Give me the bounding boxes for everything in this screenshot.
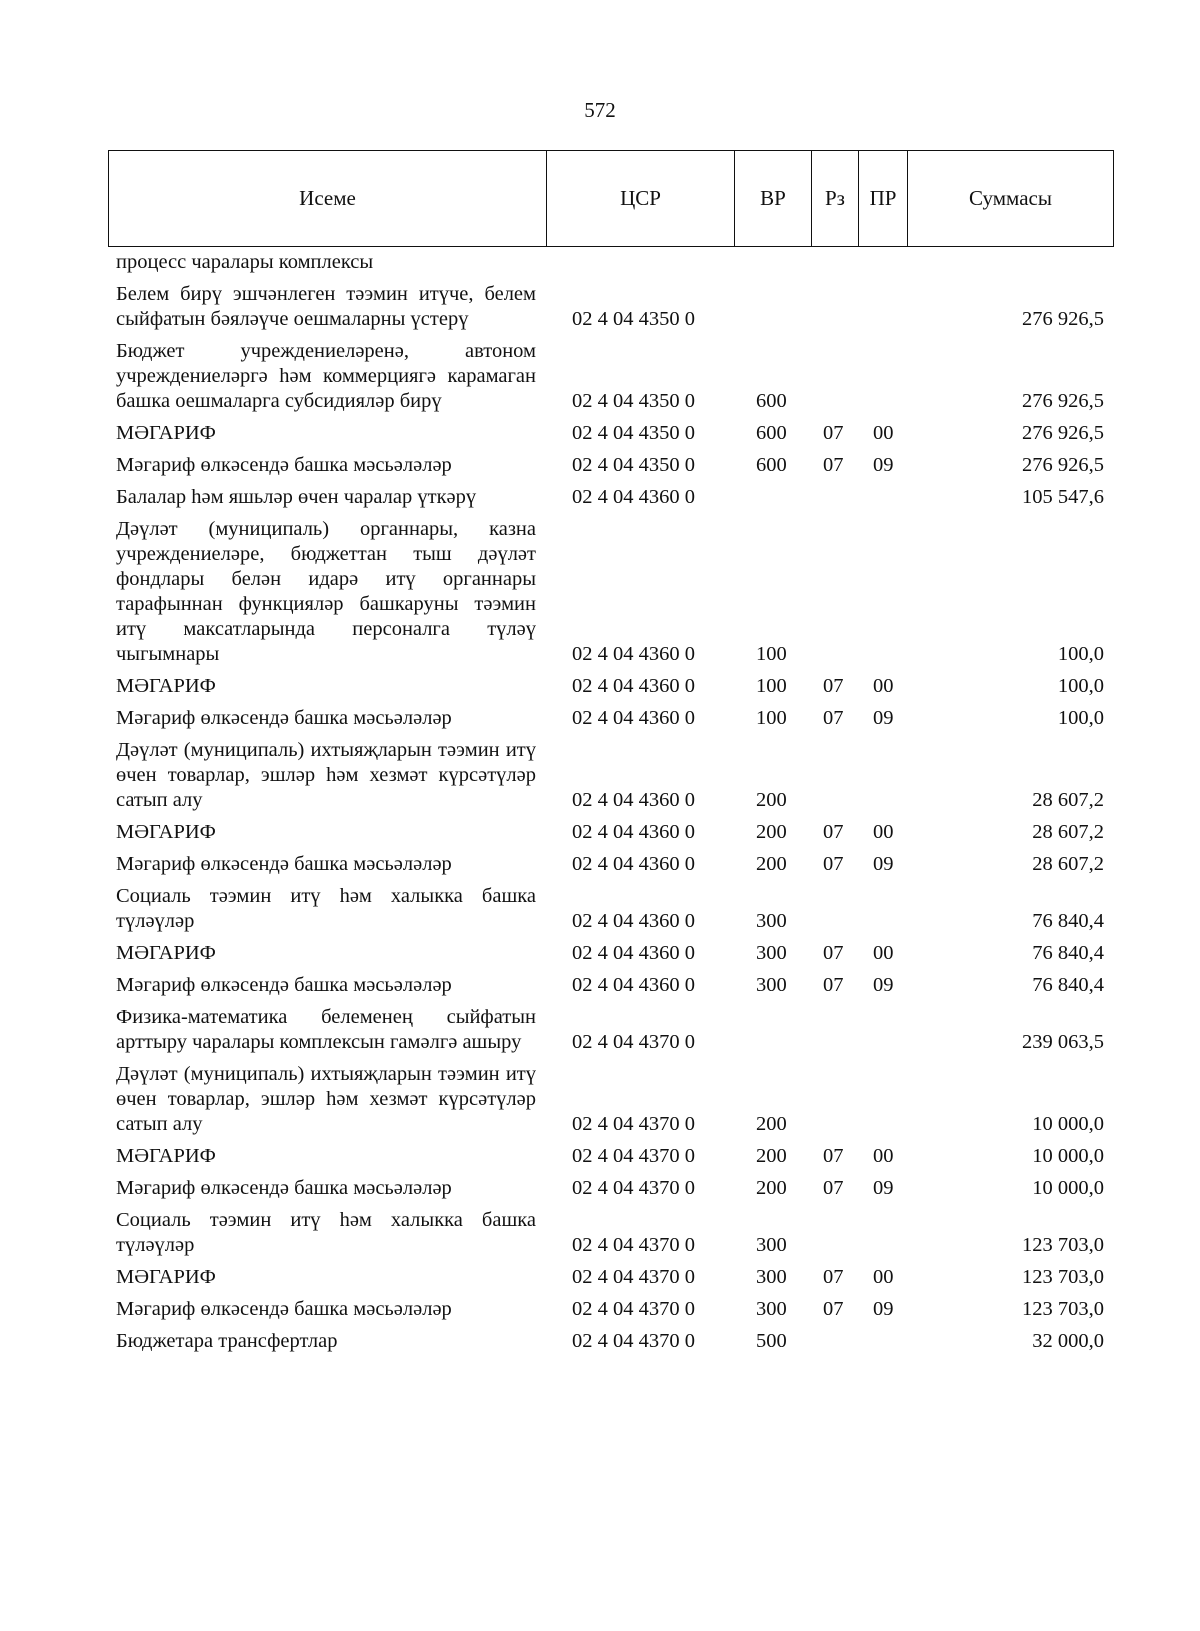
row-vr-cell: 100 — [756, 643, 787, 665]
row-code-cell: 02 4 04 4360 0 — [572, 789, 695, 811]
table-row — [108, 478, 1113, 510]
table-row — [108, 1055, 1113, 1137]
row-vr-cell: 200 — [756, 1145, 787, 1167]
row-rz-cell — [811, 1322, 858, 1354]
row-code-cell: 02 4 04 4360 0 — [572, 675, 695, 697]
row-rz-cell: 07 — [823, 974, 844, 996]
table-row — [108, 1201, 1113, 1258]
row-vr-cell: 300 — [756, 974, 787, 996]
row-code-cell: 02 4 04 4370 0 — [572, 1234, 695, 1256]
row-rz-cell: 07 — [823, 853, 844, 875]
row-sum-cell: 123 703,0 — [1022, 1266, 1104, 1288]
row-sum-cell: 28 607,2 — [1032, 853, 1104, 875]
column-header-rz: Рз — [812, 151, 859, 247]
row-rz-cell — [811, 1201, 858, 1258]
row-code-cell: 02 4 04 4360 0 — [572, 942, 695, 964]
row-sum-cell: 123 703,0 — [1022, 1234, 1104, 1256]
row-rz-cell — [811, 510, 858, 667]
row-vr-cell: 200 — [756, 1113, 787, 1135]
row-code-cell: 02 4 04 4350 0 — [572, 308, 695, 330]
table-row — [108, 813, 1113, 845]
table-row — [108, 1290, 1113, 1322]
table-row — [108, 699, 1113, 731]
row-rz-cell: 07 — [823, 1177, 844, 1199]
row-rz-cell — [811, 998, 858, 1055]
row-vr-cell: 600 — [756, 422, 787, 444]
row-pr-cell — [858, 998, 907, 1055]
row-code-cell: 02 4 04 4350 0 — [572, 454, 695, 476]
row-vr-cell: 300 — [756, 1298, 787, 1320]
row-code-cell: 02 4 04 4360 0 — [572, 853, 695, 875]
table-row — [108, 667, 1113, 699]
table-row — [108, 275, 1113, 332]
row-pr-cell — [858, 510, 907, 667]
row-code-cell — [546, 250, 734, 275]
table-row — [108, 1169, 1113, 1201]
table-row — [108, 1258, 1113, 1290]
row-code-cell: 02 4 04 4360 0 — [572, 910, 695, 932]
budget-table-body — [108, 250, 1113, 1354]
row-vr-cell — [734, 275, 811, 332]
row-pr-cell — [858, 877, 907, 934]
row-vr-cell — [734, 250, 811, 275]
column-header-sum: Суммасы — [908, 151, 1114, 247]
row-name-cell: Мәгариф өлкәсендә башка мәсьәләләр — [116, 1177, 452, 1199]
table-row — [108, 446, 1113, 478]
row-code-cell: 02 4 04 4360 0 — [572, 643, 695, 665]
row-sum-cell — [907, 250, 1113, 275]
row-code-cell: 02 4 04 4360 0 — [572, 974, 695, 996]
row-vr-cell — [734, 478, 811, 510]
row-pr-cell — [858, 332, 907, 414]
row-sum-cell: 76 840,4 — [1032, 974, 1104, 996]
row-vr-cell: 200 — [756, 1177, 787, 1199]
budget-table — [108, 250, 1113, 1354]
table-row — [108, 998, 1113, 1055]
row-vr-cell: 500 — [756, 1330, 787, 1352]
row-sum-cell: 105 547,6 — [1022, 486, 1104, 508]
row-name-cell: Физика-математика белеменең сыйфатын арттыру чаралары комплексын гамәлгә ашыру — [116, 1006, 536, 1053]
row-pr-cell: 09 — [873, 853, 894, 875]
row-name-cell: Балалар һәм яшьләр өчен чаралар үткәрү — [116, 486, 477, 508]
column-header-vr: ВР — [735, 151, 812, 247]
table-row — [108, 510, 1113, 667]
row-vr-cell: 300 — [756, 1234, 787, 1256]
row-sum-cell: 32 000,0 — [1032, 1330, 1104, 1352]
row-sum-cell: 100,0 — [1057, 643, 1104, 665]
row-pr-cell: 09 — [873, 1177, 894, 1199]
table-row — [108, 414, 1113, 446]
row-name-cell: Бюджетара трансфертлар — [116, 1330, 338, 1352]
row-pr-cell — [858, 250, 907, 275]
table-row — [108, 966, 1113, 998]
table-row — [108, 332, 1113, 414]
row-vr-cell — [734, 998, 811, 1055]
row-name-cell: МӘГАРИФ — [116, 1266, 216, 1288]
row-vr-cell: 300 — [756, 1266, 787, 1288]
row-sum-cell: 123 703,0 — [1022, 1298, 1104, 1320]
row-code-cell: 02 4 04 4370 0 — [572, 1145, 695, 1167]
row-pr-cell: 00 — [873, 942, 894, 964]
column-header-csr: ЦСР — [547, 151, 735, 247]
row-rz-cell — [811, 250, 858, 275]
row-pr-cell — [858, 1055, 907, 1137]
row-vr-cell: 200 — [756, 789, 787, 811]
row-name-cell: процесс чаралары комплексы — [116, 251, 374, 273]
row-code-cell: 02 4 04 4370 0 — [572, 1031, 695, 1053]
row-rz-cell — [811, 731, 858, 813]
row-sum-cell: 10 000,0 — [1032, 1145, 1104, 1167]
row-pr-cell: 00 — [873, 1145, 894, 1167]
row-code-cell: 02 4 04 4350 0 — [572, 390, 695, 412]
page-number: 572 — [584, 98, 616, 122]
table-row — [108, 877, 1113, 934]
row-sum-cell: 76 840,4 — [1032, 942, 1104, 964]
row-rz-cell — [811, 1055, 858, 1137]
row-vr-cell: 600 — [756, 390, 787, 412]
row-pr-cell — [858, 1322, 907, 1354]
row-name-cell: Мәгариф өлкәсендә башка мәсьәләләр — [116, 853, 452, 875]
row-name-cell: МӘГАРИФ — [116, 1145, 216, 1167]
row-rz-cell — [811, 275, 858, 332]
row-pr-cell — [858, 275, 907, 332]
row-name-cell: Социаль тәэмин итү һәм халыкка башка түләүләр — [116, 885, 536, 932]
row-rz-cell — [811, 478, 858, 510]
table-row — [108, 934, 1113, 966]
row-sum-cell: 10 000,0 — [1032, 1177, 1104, 1199]
row-pr-cell: 00 — [873, 821, 894, 843]
row-pr-cell: 09 — [873, 1298, 894, 1320]
row-code-cell: 02 4 04 4360 0 — [572, 821, 695, 843]
row-sum-cell: 276 926,5 — [1022, 422, 1104, 444]
row-vr-cell: 200 — [756, 821, 787, 843]
row-pr-cell: 09 — [873, 974, 894, 996]
table-row — [108, 1322, 1113, 1354]
row-rz-cell: 07 — [823, 942, 844, 964]
row-pr-cell: 00 — [873, 1266, 894, 1288]
row-vr-cell: 300 — [756, 910, 787, 932]
row-sum-cell: 276 926,5 — [1022, 390, 1104, 412]
row-sum-cell: 100,0 — [1057, 675, 1104, 697]
row-pr-cell — [858, 1201, 907, 1258]
row-pr-cell: 00 — [873, 422, 894, 444]
row-rz-cell — [811, 332, 858, 414]
row-vr-cell: 200 — [756, 853, 787, 875]
row-rz-cell: 07 — [823, 1298, 844, 1320]
row-name-cell: МӘГАРИФ — [116, 422, 216, 444]
row-vr-cell: 100 — [756, 675, 787, 697]
row-rz-cell: 07 — [823, 454, 844, 476]
row-name-cell: Мәгариф өлкәсендә башка мәсьәләләр — [116, 707, 452, 729]
row-rz-cell: 07 — [823, 821, 844, 843]
row-vr-cell: 600 — [756, 454, 787, 476]
row-sum-cell: 276 926,5 — [1022, 308, 1104, 330]
table-row — [108, 1137, 1113, 1169]
row-rz-cell: 07 — [823, 1266, 844, 1288]
row-name-cell: Дәүләт (муниципаль) органнары, казна учреждениеләре, бюджеттан тыш дәүләт фондлары белән идарә итү органнары тарафыннан функцияләр башкаруны тәэмин итү максатларында персоналга түләү чыгымнары — [116, 518, 536, 665]
row-name-cell: Мәгариф өлкәсендә башка мәсьәләләр — [116, 974, 452, 996]
row-rz-cell: 07 — [823, 675, 844, 697]
row-code-cell: 02 4 04 4350 0 — [572, 422, 695, 444]
row-name-cell: Белем бирү эшчәнлеген тәэмин итүче, белем сыйфатын бәяләүче оешмаларны үстерү — [116, 283, 536, 330]
table-row — [108, 845, 1113, 877]
row-name-cell: Бюджет учреждениеләренә, автоном учреждениеләргә һәм коммерциягә карамаган башка оешмаларга субсидияләр бирү — [116, 340, 536, 412]
row-pr-cell — [858, 731, 907, 813]
row-vr-cell: 300 — [756, 942, 787, 964]
row-name-cell: Мәгариф өлкәсендә башка мәсьәләләр — [116, 454, 452, 476]
row-sum-cell: 276 926,5 — [1022, 454, 1104, 476]
row-code-cell: 02 4 04 4370 0 — [572, 1266, 695, 1288]
row-sum-cell: 76 840,4 — [1032, 910, 1104, 932]
row-name-cell: МӘГАРИФ — [116, 675, 216, 697]
row-vr-cell: 100 — [756, 707, 787, 729]
row-code-cell: 02 4 04 4360 0 — [572, 707, 695, 729]
row-name-cell: Дәүләт (муниципаль) ихтыяҗларын тәэмин итү өчен товарлар, эшләр һәм хезмәт күрсәтүләр сатып алу — [116, 1063, 536, 1135]
table-header — [108, 150, 1114, 247]
row-pr-cell: 09 — [873, 454, 894, 476]
table-row — [108, 250, 1113, 275]
row-pr-cell — [858, 478, 907, 510]
row-rz-cell: 07 — [823, 707, 844, 729]
row-sum-cell: 10 000,0 — [1032, 1113, 1104, 1135]
row-name-cell: Мәгариф өлкәсендә башка мәсьәләләр — [116, 1298, 452, 1320]
row-pr-cell: 00 — [873, 675, 894, 697]
row-sum-cell: 239 063,5 — [1022, 1031, 1104, 1053]
table-row — [108, 731, 1113, 813]
row-code-cell: 02 4 04 4370 0 — [572, 1298, 695, 1320]
column-header-pr: ПР — [859, 151, 908, 247]
row-code-cell: 02 4 04 4370 0 — [572, 1177, 695, 1199]
row-name-cell: МӘГАРИФ — [116, 942, 216, 964]
column-header-name: Исеме — [109, 151, 547, 247]
row-name-cell: МӘГАРИФ — [116, 821, 216, 843]
row-sum-cell: 28 607,2 — [1032, 821, 1104, 843]
row-sum-cell: 100,0 — [1057, 707, 1104, 729]
row-code-cell: 02 4 04 4370 0 — [572, 1330, 695, 1352]
row-rz-cell — [811, 877, 858, 934]
row-sum-cell: 28 607,2 — [1032, 789, 1104, 811]
row-name-cell: Социаль тәэмин итү һәм халыкка башка түләүләр — [116, 1209, 536, 1256]
row-rz-cell: 07 — [823, 1145, 844, 1167]
row-name-cell: Дәүләт (муниципаль) ихтыяҗларын тәэмин итү өчен товарлар, эшләр һәм хезмәт күрсәтүләр сатып алу — [116, 739, 536, 811]
row-pr-cell: 09 — [873, 707, 894, 729]
row-code-cell: 02 4 04 4360 0 — [572, 486, 695, 508]
row-code-cell: 02 4 04 4370 0 — [572, 1113, 695, 1135]
row-rz-cell: 07 — [823, 422, 844, 444]
